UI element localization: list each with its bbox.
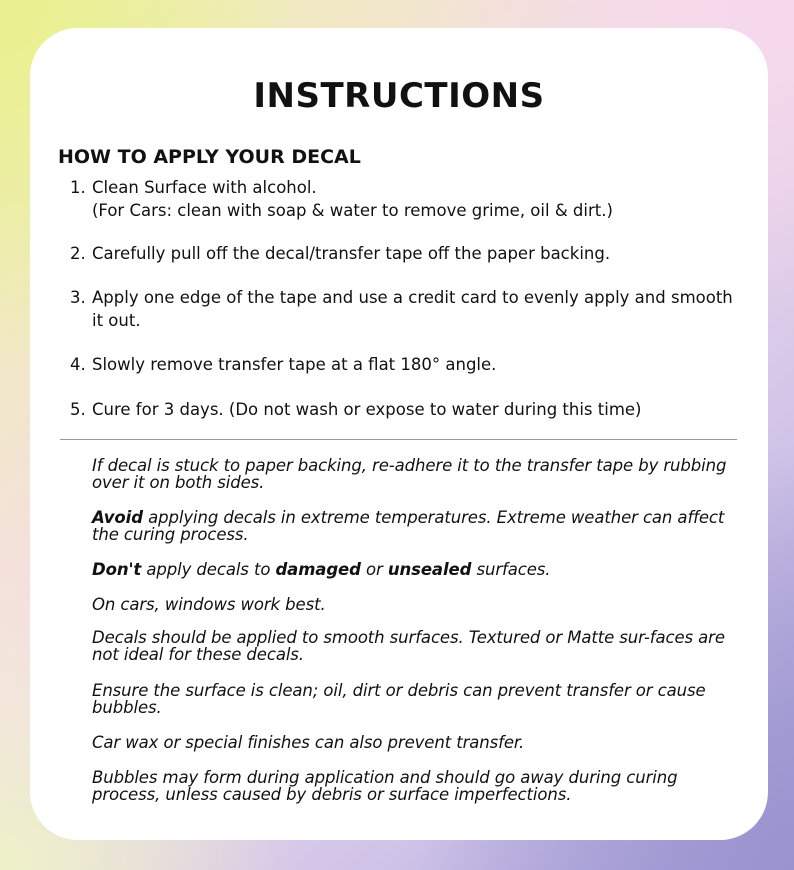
note-paragraph [92, 562, 732, 579]
step-number: 5. [70, 400, 86, 419]
note-paragraph: Decals should be applied to smooth surfaces. Textured or Matte sur-faces are not ideal for these decals. [92, 628, 725, 664]
step-subtext: (For Cars: clean with soap & water to remove grime, oil & dirt.) [92, 201, 613, 220]
note-paragraph: Car wax or special finishes can also prevent transfer. [92, 733, 525, 752]
note-emphasis: damaged [275, 560, 361, 579]
step-item [58, 398, 748, 421]
note-emphasis: unsealed [387, 560, 472, 579]
step-number: 4. [70, 355, 86, 374]
note-paragraph: Ensure the surface is clean; oil, dirt or debris can prevent transfer or cause bubbles. [92, 681, 706, 717]
step-number: 2. [70, 244, 86, 263]
divider [60, 439, 737, 440]
note-text: surfaces. [471, 560, 551, 579]
note-text: or [360, 560, 388, 579]
step-text: Cure for 3 days. (Do not wash or expose to water during this time) [92, 400, 642, 419]
note-paragraph [92, 510, 732, 543]
note-paragraph: If decal is stuck to paper backing, re-adhere it to the transfer tape by rubbing over it on both sides. [92, 456, 727, 492]
page-title: INSTRUCTIONS [253, 76, 545, 116]
step-item [58, 242, 748, 265]
step-number: 1. [70, 178, 86, 197]
note-emphasis: Avoid [92, 508, 143, 527]
step-text: Clean Surface with alcohol. [92, 178, 317, 197]
instructions-card [30, 28, 768, 840]
step-item [58, 353, 748, 376]
step-text: Slowly remove transfer tape at a flat 180° angle. [92, 355, 497, 374]
step-item [58, 286, 748, 332]
step-item [58, 176, 748, 222]
step-text: Apply one edge of the tape and use a credit card to evenly apply and smooth it out. [92, 288, 733, 330]
note-text: applying decals in extreme temperatures. Extreme weather can affect the curing process. [92, 508, 725, 544]
note-paragraph: Bubbles may form during application and should go away during curing process, unless caused by debris or surface imperfections. [92, 768, 678, 804]
step-text: Carefully pull off the decal/transfer tape off the paper backing. [92, 244, 611, 263]
step-number: 3. [70, 288, 86, 307]
note-text: apply decals to [141, 560, 276, 579]
note-emphasis: Don't [92, 560, 142, 579]
note-paragraph: On cars, windows work best. [92, 595, 326, 614]
section-heading: HOW TO APPLY YOUR DECAL [58, 146, 361, 168]
